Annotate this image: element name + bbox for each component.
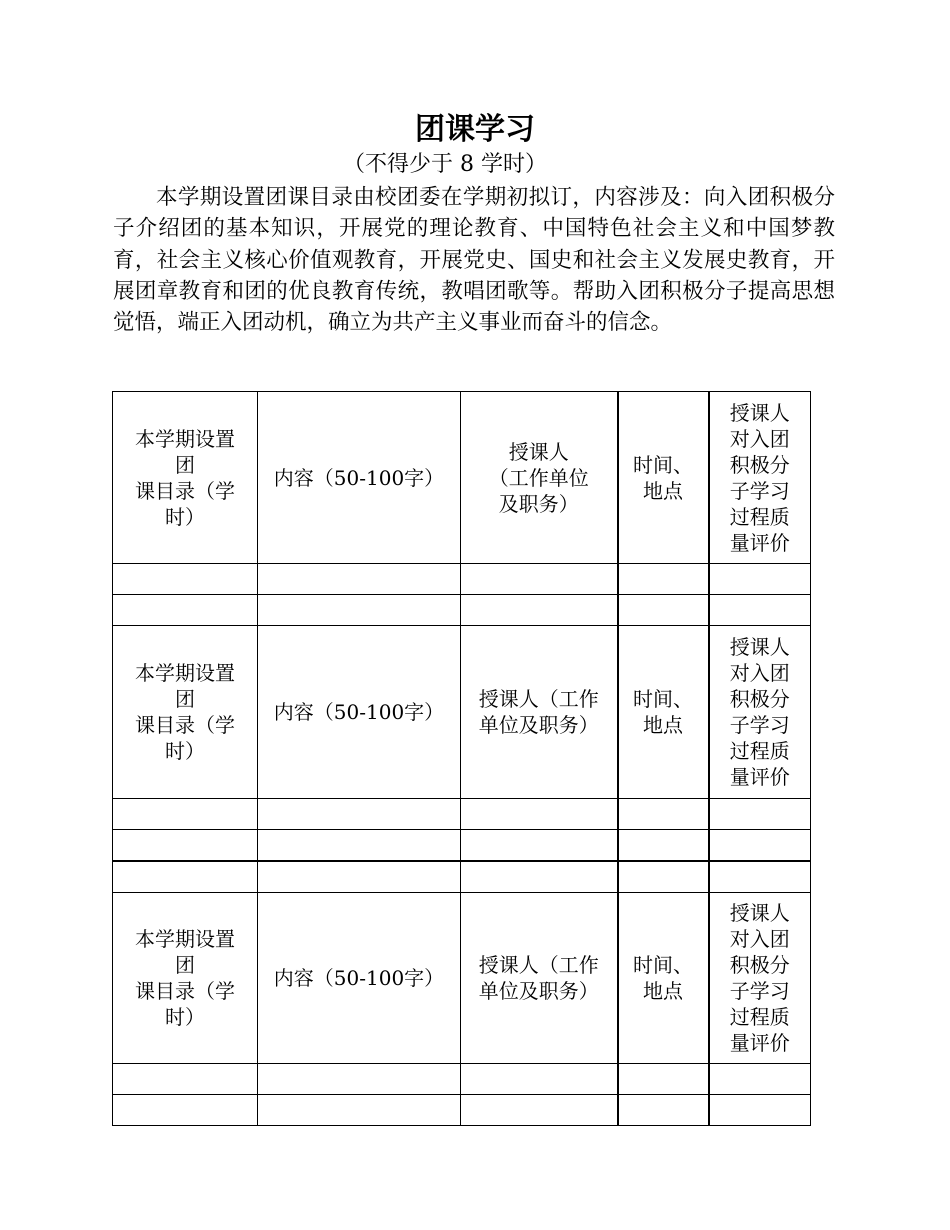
header-content: 内容（50-100字） (258, 626, 461, 799)
lecturer-cell[interactable] (461, 1095, 618, 1126)
catalog-cell[interactable] (113, 1095, 258, 1126)
evaluation-cell[interactable] (709, 595, 811, 626)
catalog-cell[interactable] (113, 595, 258, 626)
header-row (113, 626, 811, 799)
content-cell[interactable] (258, 1064, 461, 1095)
header-evaluation: 授课人 对入团 积极分 子学习 过程质 量评价 (709, 893, 811, 1064)
header-catalog: 本学期设置 团 课目录（学 时） (113, 392, 258, 564)
header-content: 内容（50-100字） (258, 392, 461, 564)
content-cell[interactable] (258, 1095, 461, 1126)
catalog-cell[interactable] (113, 830, 258, 862)
intro-paragraph: 本学期设置团课目录由校团委在学期初拟订，内容涉及：向入团积极分子介绍团的基本知识，开展党的理论教育、中国特色社会主义和中国梦教育，社会主义核心价值观教育，开展党史、国史和社会主义发展史教育，开展团章教育和团的优良教育传统，教唱团歌等。帮助入团积极分子提高思想觉悟，端正入团动机，确立为共产主义事业而奋斗的信念。 (113, 185, 835, 336)
table-row (113, 799, 811, 830)
header-content: 内容（50-100字） (258, 893, 461, 1064)
table-row (113, 830, 811, 862)
content-cell[interactable] (258, 595, 461, 626)
header-lecturer: 授课人 （工作单位 及职务） (461, 392, 618, 564)
header-catalog: 本学期设置 团 课目录（学 时） (113, 626, 258, 799)
header-row (113, 893, 811, 1064)
time-place-cell[interactable] (618, 861, 709, 893)
lecturer-cell[interactable] (461, 830, 618, 862)
time-place-cell[interactable] (618, 595, 709, 626)
header-lecturer: 授课人（工作 单位及职务） (461, 626, 618, 799)
lecturer-cell[interactable] (461, 799, 618, 830)
table-row (113, 564, 811, 595)
header-time-place: 时间、 地点 (618, 392, 709, 564)
time-place-cell[interactable] (618, 564, 709, 595)
table-row (113, 1095, 811, 1126)
table-row (113, 1064, 811, 1095)
evaluation-cell[interactable] (709, 799, 811, 830)
time-place-cell[interactable] (618, 799, 709, 830)
table-row (113, 861, 811, 893)
header-evaluation: 授课人 对入团 积极分 子学习 过程质 量评价 (709, 626, 811, 799)
time-place-cell[interactable] (618, 1095, 709, 1126)
content-cell[interactable] (258, 799, 461, 830)
header-row (113, 392, 811, 564)
content-cell[interactable] (258, 564, 461, 595)
page-subtitle: （不得少于 8 学时） (343, 152, 547, 177)
catalog-cell[interactable] (113, 799, 258, 830)
header-time-place: 时间、 地点 (618, 893, 709, 1064)
time-place-cell[interactable] (618, 830, 709, 862)
catalog-cell[interactable] (113, 861, 258, 893)
catalog-cell[interactable] (113, 1064, 258, 1095)
evaluation-cell[interactable] (709, 1095, 811, 1126)
header-lecturer: 授课人（工作 单位及职务） (461, 893, 618, 1064)
content-cell[interactable] (258, 861, 461, 893)
content-cell[interactable] (258, 830, 461, 862)
lecturer-cell[interactable] (461, 595, 618, 626)
evaluation-cell[interactable] (709, 564, 811, 595)
lecturer-cell[interactable] (461, 861, 618, 893)
lecturer-cell[interactable] (461, 1064, 618, 1095)
evaluation-cell[interactable] (709, 830, 811, 862)
page-title: 团课学习 (415, 112, 535, 147)
header-catalog: 本学期设置 团 课目录（学 时） (113, 893, 258, 1064)
evaluation-cell[interactable] (709, 1064, 811, 1095)
catalog-cell[interactable] (113, 564, 258, 595)
time-place-cell[interactable] (618, 1064, 709, 1095)
course-table (112, 391, 811, 1126)
header-time-place: 时间、 地点 (618, 626, 709, 799)
header-evaluation: 授课人 对入团 积极分 子学习 过程质 量评价 (709, 392, 811, 564)
lecturer-cell[interactable] (461, 564, 618, 595)
evaluation-cell[interactable] (709, 861, 811, 893)
table-row (113, 595, 811, 626)
